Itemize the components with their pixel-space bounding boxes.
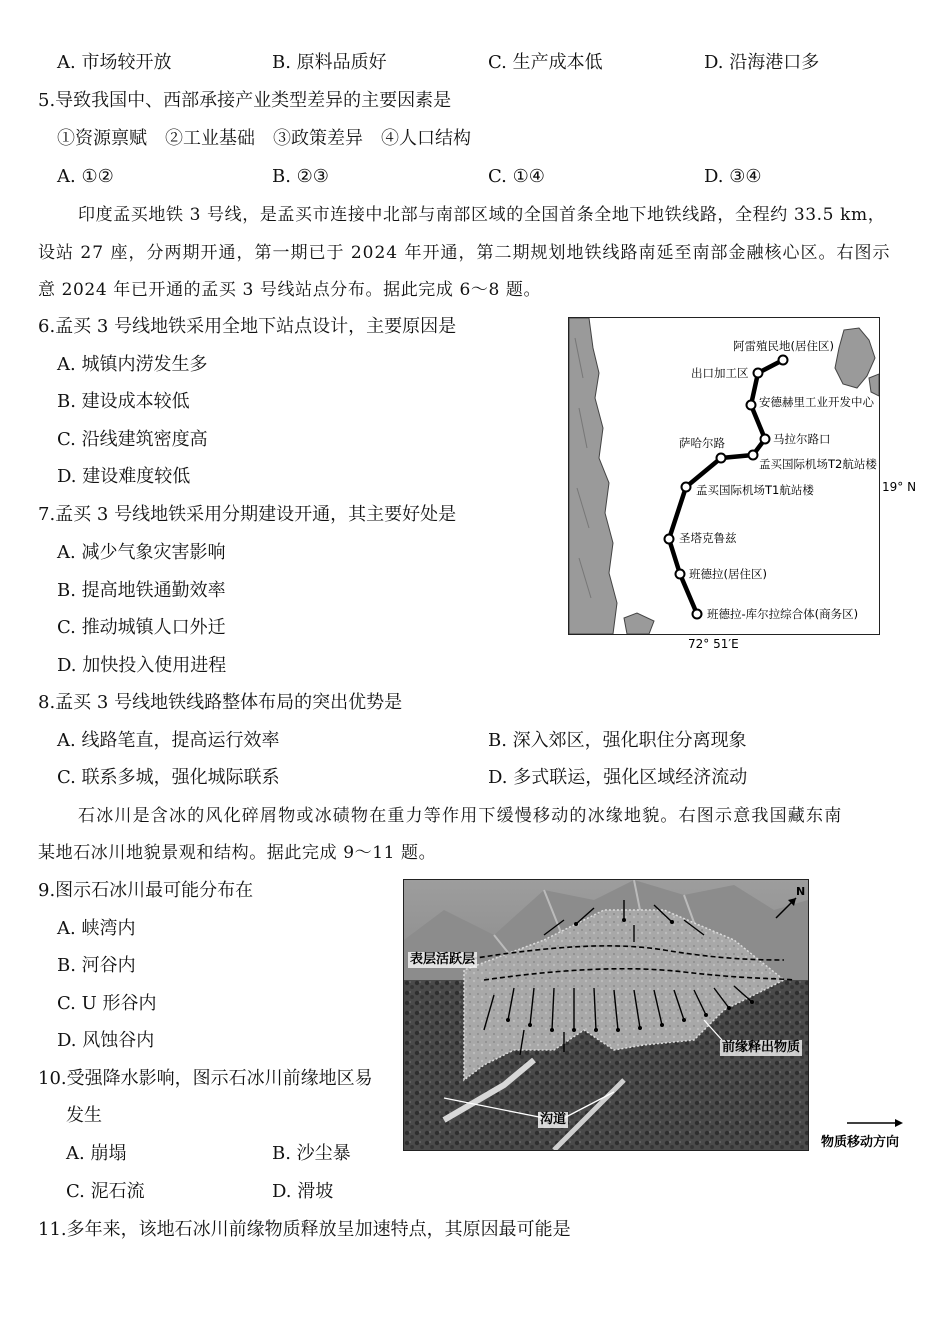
q7-option-c: C. 推动城镇人口外迁 xyxy=(57,617,226,638)
q10-option-b: B. 沙尘暴 xyxy=(272,1143,351,1164)
station-label-t2: 孟买国际机场T2航站楼 xyxy=(759,457,877,471)
station-marker xyxy=(693,610,702,619)
q11-stem: 11.多年来，该地石冰川前缘物质释放呈加速特点，其原因最可能是 xyxy=(38,1219,571,1240)
station-label-santacruz: 圣塔克鲁兹 xyxy=(679,531,737,545)
q8-option-c: C. 联系多城，强化城际联系 xyxy=(57,767,280,788)
q5-option-b: B. ②③ xyxy=(272,166,329,187)
station-label-bandra: 班德拉(居住区) xyxy=(689,567,767,581)
station-marker xyxy=(747,401,756,410)
q5-items: ①资源禀赋 ②工业基础 ③政策差异 ④人口结构 xyxy=(57,128,471,149)
q4-option-c: C. 生产成本低 xyxy=(488,52,603,73)
q9-option-d: D. 风蚀谷内 xyxy=(57,1030,155,1051)
q10-option-a: A. 崩塌 xyxy=(66,1143,127,1164)
station-label-sahar: 萨哈尔路 xyxy=(679,436,725,450)
latitude-label: 19° N xyxy=(882,480,917,494)
q7-option-b: B. 提高地铁通勤效率 xyxy=(57,580,226,601)
q8-option-a: A. 线路笔直，提高运行效率 xyxy=(57,730,280,751)
metro-map-figure xyxy=(568,317,917,657)
label-gully: 沟道 xyxy=(540,1112,567,1127)
q7-option-d: D. 加快投入使用进程 xyxy=(57,655,227,676)
coast-patch-right xyxy=(869,374,879,396)
q10-stem-line2: 发生 xyxy=(66,1105,102,1126)
label-front-material: 前缘释出物质 xyxy=(722,1040,801,1055)
intro2-line2: 某地石冰川地貌景观和结构。据此完成 9～11 题。 xyxy=(38,843,437,863)
intro1-line1: 印度孟买地铁 3 号线，是孟买市连接中北部与南部区域的全国首条全地下地铁线路，全程约 33.5 km， xyxy=(78,205,886,225)
intro2-line1: 石冰川是含冰的风化碎屑物或冰碛物在重力等作用下缓慢移动的冰缘地貌。右图示意我国藏东南 xyxy=(78,806,843,826)
station-label-aarey: 阿雷殖民地(居住区) xyxy=(733,339,834,353)
station-label-midc: 安德赫里工业开发中心 xyxy=(759,395,874,409)
q5-option-d: D. ③④ xyxy=(704,166,762,187)
station-marker xyxy=(779,356,788,365)
q4-option-a: A. 市场较开放 xyxy=(57,52,172,73)
rock-glacier-figure xyxy=(403,879,915,1159)
q10-option-c: C. 泥石流 xyxy=(66,1181,145,1202)
q10-stem-line1: 10.受强降水影响，图示石冰川前缘地区易 xyxy=(38,1068,373,1089)
longitude-label: 72° 51′E xyxy=(688,637,739,651)
water-patch-bottom xyxy=(624,613,654,634)
q6-option-d: D. 建设难度较低 xyxy=(57,466,191,487)
q5-option-a: A. ①② xyxy=(57,166,114,187)
station-label-t1: 孟买国际机场T1航站楼 xyxy=(696,483,814,497)
q6-stem: 6.孟买 3 号线地铁采用全地下站点设计，主要原因是 xyxy=(38,316,457,337)
q7-option-a: A. 减少气象灾害影响 xyxy=(57,542,226,563)
label-north: N xyxy=(796,885,806,898)
intro1-line3: 意 2024 年已开通的孟买 3 号线站点分布。据此完成 6～8 题。 xyxy=(38,280,542,300)
q7-stem: 7.孟买 3 号线地铁采用分期建设开通，其主要好处是 xyxy=(38,504,457,525)
q9-option-a: A. 峡湾内 xyxy=(57,918,136,939)
station-marker xyxy=(749,451,758,460)
station-marker xyxy=(754,369,763,378)
q4-option-d: D. 沿海港口多 xyxy=(704,52,820,73)
station-label-marol: 马拉尔路口 xyxy=(773,432,831,446)
rock-glacier-photo xyxy=(403,879,809,1151)
q5-option-c: C. ①④ xyxy=(488,166,545,187)
label-surface-active-layer: 表层活跃层 xyxy=(410,952,476,967)
intro1-line2: 设站 27 座，分两期开通，第一期已于 2024 年开通，第二期规划地铁线路南延至南部金融核心区。右图示 xyxy=(38,243,891,263)
station-marker xyxy=(676,570,685,579)
metro-map-frame xyxy=(568,317,880,635)
q6-option-b: B. 建设成本较低 xyxy=(57,391,190,412)
q8-option-d: D. 多式联运，强化区域经济流动 xyxy=(488,767,748,788)
q9-option-c: C. U 形谷内 xyxy=(57,993,157,1014)
q9-option-b: B. 河谷内 xyxy=(57,955,136,976)
station-label-seepz: 出口加工区 xyxy=(691,366,749,380)
station-label-bkc: 班德拉-库尔拉综合体(商务区) xyxy=(707,607,859,621)
q10-option-d: D. 滑坡 xyxy=(272,1181,334,1202)
sea-area xyxy=(569,318,617,634)
q6-option-c: C. 沿线建筑密度高 xyxy=(57,429,208,450)
q9-stem: 9.图示石冰川最可能分布在 xyxy=(38,880,254,901)
station-marker xyxy=(665,535,674,544)
station-marker xyxy=(761,435,770,444)
q8-stem: 8.孟买 3 号线地铁线路整体布局的突出优势是 xyxy=(38,692,403,713)
station-marker xyxy=(682,483,691,492)
legend-label-movement-direction: 物质移动方向 xyxy=(821,1135,900,1150)
q8-option-b: B. 深入郊区，强化职住分离现象 xyxy=(488,730,747,751)
station-marker xyxy=(717,454,726,463)
rock-glacier-svg xyxy=(404,880,808,1150)
q4-option-b: B. 原料品质好 xyxy=(272,52,387,73)
q6-option-a: A. 城镇内涝发生多 xyxy=(57,354,208,375)
legend-arrow-icon xyxy=(845,1117,905,1129)
q5-stem: 5.导致我国中、西部承接产业类型差异的主要因素是 xyxy=(38,90,452,111)
